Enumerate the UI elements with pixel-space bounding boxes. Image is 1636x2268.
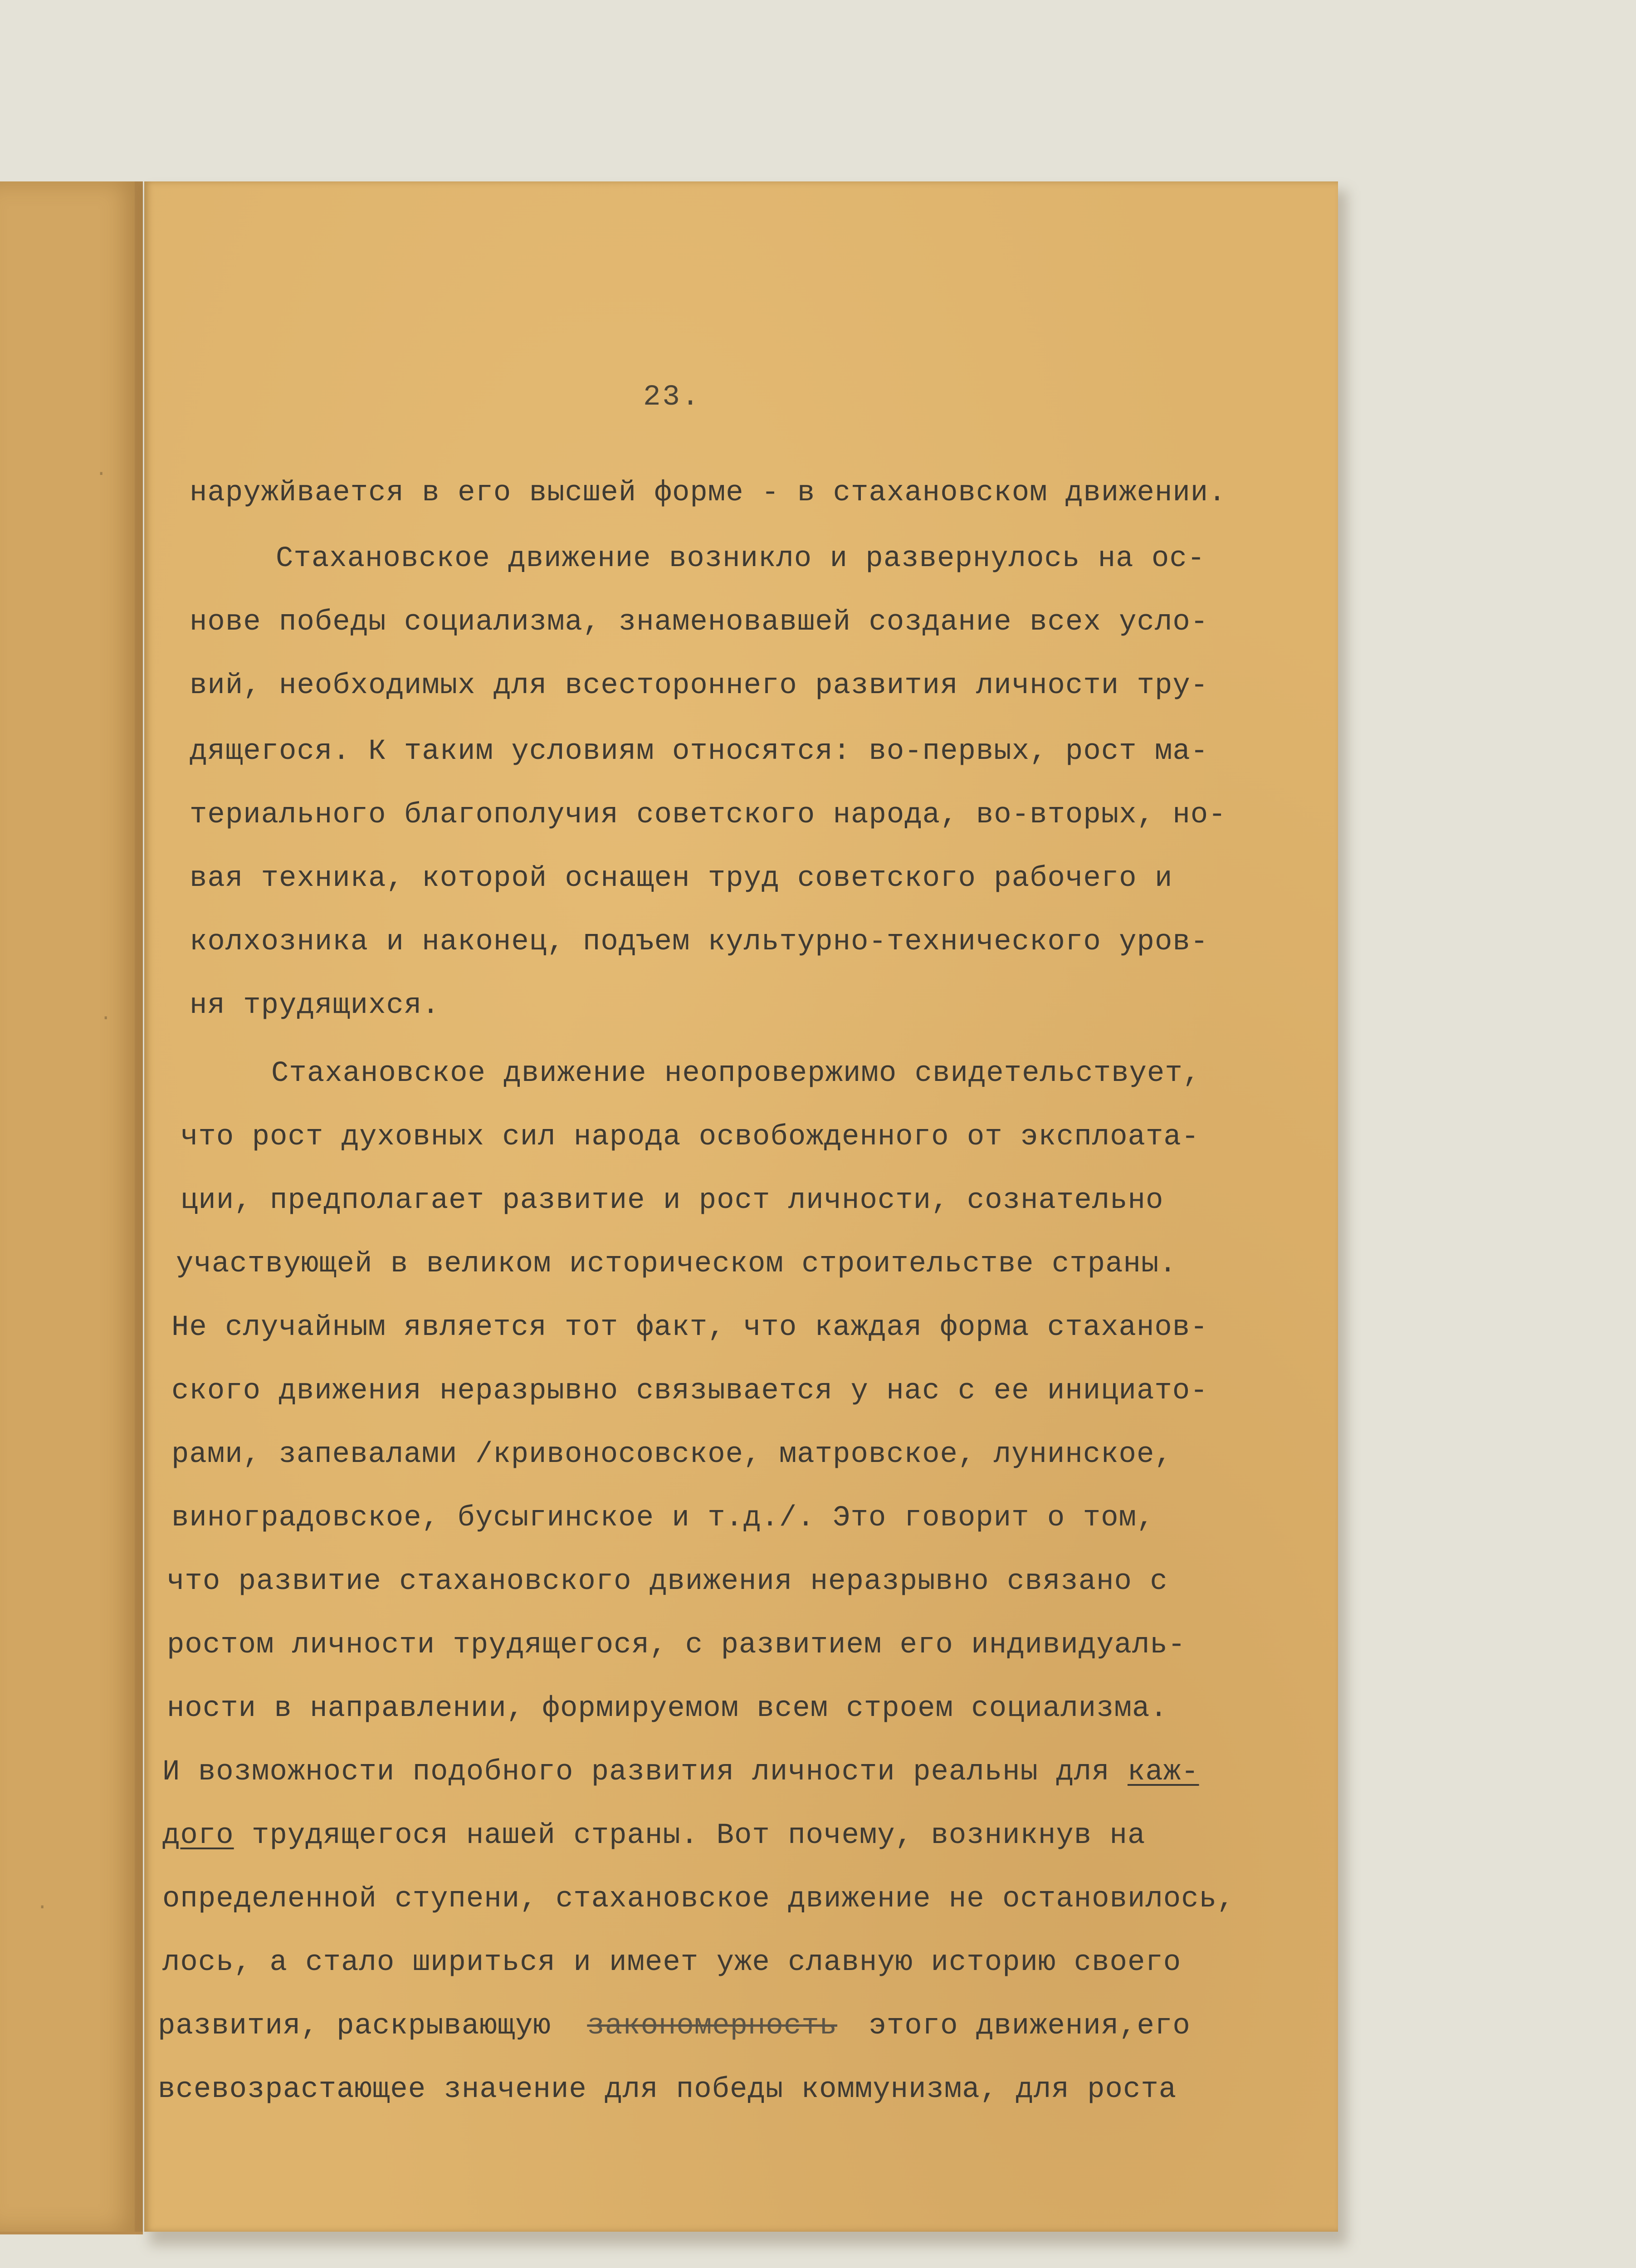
text-line: наружйвается в его высшей форме - в стахановском движении. xyxy=(190,477,1226,509)
text-line: определенной ступени, стахановское движение не остановилось, xyxy=(162,1883,1235,1916)
text-line-with-strike xyxy=(158,2012,1191,2041)
text-line: териального благополучия советского народа, во-вторых, но- xyxy=(190,799,1226,831)
text-line: вая техника, которой оснащен труд советского рабочего и xyxy=(190,862,1173,895)
text-line-with-underline xyxy=(162,1758,1199,1787)
text-fragment: развития, раскрывающую xyxy=(158,2010,551,2043)
ghost-mark: · xyxy=(100,1007,112,1030)
text-line: участвующей в великом историческом строительстве страны. xyxy=(176,1248,1177,1281)
text-line: колхозника и наконец, подъем культурно-технического уров- xyxy=(190,926,1209,958)
text-line: ции, предполагает развитие и рост личности, сознательно xyxy=(181,1184,1164,1217)
document-page xyxy=(144,181,1338,2232)
underlined-fragment: дого xyxy=(162,1819,234,1852)
text-line: дого трудящегося нашей страны. Вот почему, возникнув на xyxy=(162,1819,1146,1852)
text-line: дящегося. К таким условиям относятся: во-первых, рост ма- xyxy=(190,735,1209,768)
ghost-mark: · xyxy=(95,463,107,485)
text-line: ростом личности трудящегося, с развитием его индивидуаль- xyxy=(167,1629,1186,1662)
page-number: 23. xyxy=(643,381,701,414)
text-line: что рост духовных сил народа освобожденного от эксплоата- xyxy=(181,1121,1200,1154)
text-line: Стахановское движение неопровержимо свидетельствует, xyxy=(271,1057,1201,1090)
text-line: что развитие стахановского движения неразрывно связано с xyxy=(167,1565,1168,1598)
text-line: Стахановское движение возникло и развернулось на ос- xyxy=(276,543,1206,575)
previous-page-edge xyxy=(0,181,143,2234)
page-fold xyxy=(135,181,143,2232)
struck-word: закономерность xyxy=(587,2010,838,2043)
text-line: лось, а стало шириться и имеет уже славную историю своего xyxy=(162,1946,1182,1979)
text-line: ского движения неразрывно связывается у нас с ее инициато- xyxy=(171,1375,1208,1408)
text-line: Не случайным является тот факт, что каждая форма стаханов- xyxy=(171,1311,1208,1344)
text-line: нове победы социализма, знаменовавшей создание всех усло- xyxy=(190,606,1209,639)
text-line: вий, необходимых для всестороннего развития личности тру- xyxy=(190,670,1209,702)
text-line: виноградовское, бусыгинское и т.д./. Это говорит о том, xyxy=(171,1502,1155,1535)
text-fragment: И возможности подобного развития личности реальны для каж- xyxy=(162,1756,1199,1789)
underlined-fragment: каж- xyxy=(1127,1756,1199,1789)
text-line: рами, запевалами /кривоносовское, матровское, лунинское, xyxy=(171,1438,1172,1471)
text-line: ности в направлении, формируемом всем строем социализма. xyxy=(167,1692,1168,1725)
text-line: ня трудящихся. xyxy=(190,989,440,1022)
text-line: всевозрастающее значение для победы коммунизма, для роста xyxy=(158,2073,1177,2106)
text-fragment: этого движения,его xyxy=(869,2010,1191,2043)
ghost-mark: · xyxy=(36,1896,49,1919)
